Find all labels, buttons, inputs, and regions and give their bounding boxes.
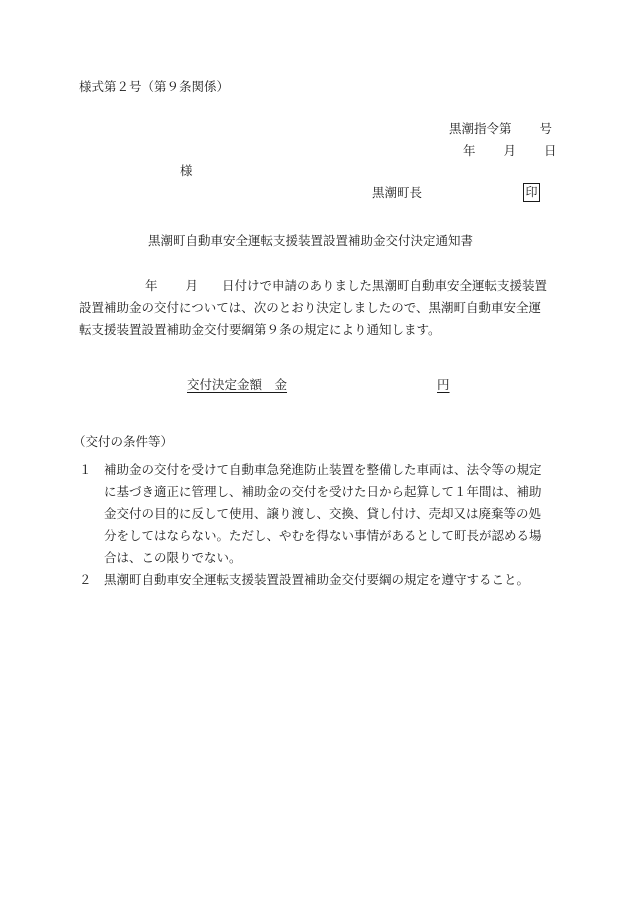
form-number: 様式第２号（第９条関係）	[79, 79, 230, 94]
conditions-list	[79, 459, 559, 591]
condition-text	[104, 459, 542, 569]
condition-item	[79, 459, 559, 569]
grant-amount	[187, 379, 450, 392]
condition-item	[79, 569, 559, 591]
condition-line: 金交付の目的に反して使用、譲り渡し、交換、貸し付け、売却又は廃棄等の処	[104, 506, 542, 521]
sender-title: 黒潮町長	[372, 185, 423, 200]
grant-amount-unit: 円	[437, 377, 450, 392]
issue-date-month: 月	[503, 143, 517, 158]
notice-body-line2: 設置補助金の交付については、次のとおり決定しましたので、黒潮町自動車安全運	[79, 300, 542, 315]
condition-line: 黒潮町自動車安全運転支援装置設置補助金交付要綱の規定を遵守すること。	[104, 572, 530, 587]
notice-body-line1: 日付けで申請のありました黒潮町自動車安全運転支援装置	[222, 278, 548, 293]
document-number-prefix: 黒潮指令第	[449, 121, 512, 136]
document-number-suffix: 号	[539, 121, 553, 136]
condition-line: 合は、この限りでない。	[104, 550, 242, 565]
notice-body-line3: 転支援装置設置補助金交付要綱第９条の規定により通知します。	[79, 322, 441, 337]
condition-line: 分をしてはならない。ただし、やむを得ない事情があるとして町長が認める場	[104, 528, 542, 543]
issue-date-day: 日	[544, 143, 557, 158]
document-title: 黒潮町自動車安全運転支援装置設置補助金交付決定通知書	[148, 233, 474, 248]
condition-line: 補助金の交付を受けて自動車急発進防止装置を整備した車両は、法令等の規定	[104, 462, 542, 477]
application-date-month: 月	[185, 278, 199, 293]
notice-body-line	[79, 275, 559, 297]
document-number	[449, 123, 552, 136]
condition-number: ２	[79, 572, 92, 587]
condition-text	[104, 569, 529, 591]
application-date-year: 年	[145, 278, 158, 293]
condition-number: １	[79, 462, 92, 477]
condition-line: に基づき適正に管理し、補助金の交付を受けた日から起算して１年間は、補助	[104, 484, 542, 499]
conditions-heading: （交付の条件等）	[73, 434, 174, 449]
addressee: 様	[180, 163, 193, 178]
grant-amount-label: 交付決定金額 金	[187, 377, 288, 392]
seal-mark: 印	[523, 183, 540, 202]
notice-body	[79, 275, 559, 341]
issue-date-year: 年	[463, 143, 476, 158]
issue-date	[463, 145, 557, 158]
